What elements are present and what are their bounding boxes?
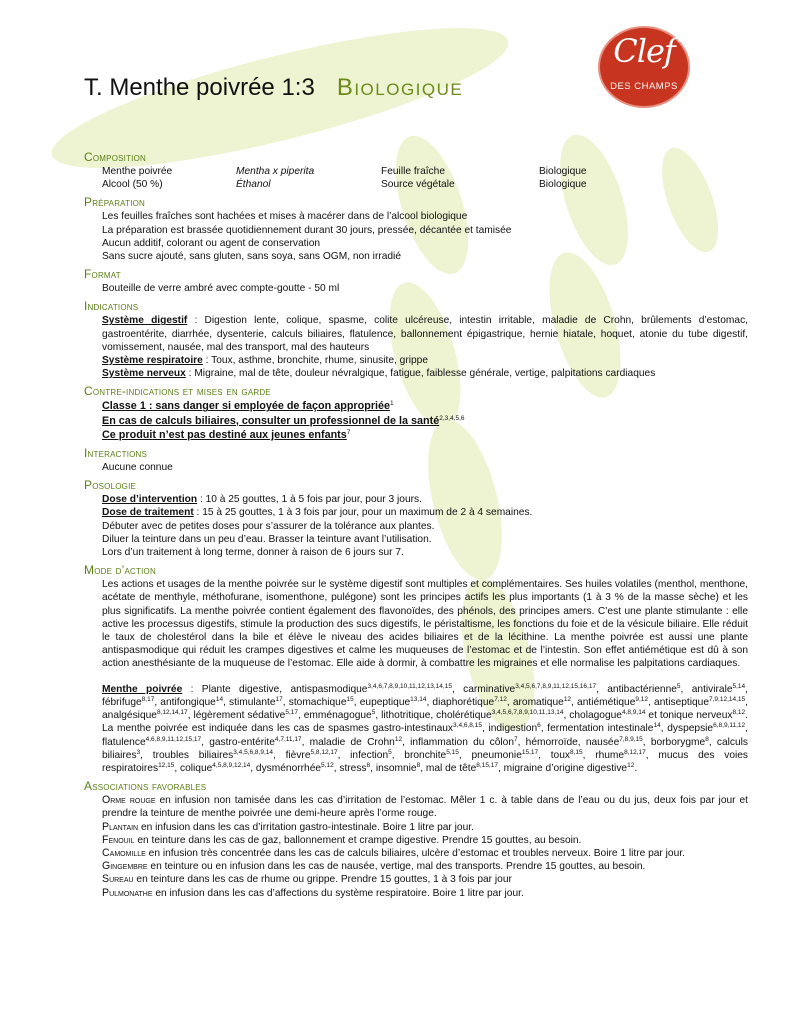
menthe-segment-text: , antivirale — [680, 683, 733, 695]
menthe-segment-text: , fermentation intestinale — [540, 723, 654, 735]
footnote-ref: 12 — [627, 761, 635, 769]
footnote-ref: 3,4,6,7,8,9,10,11,12,13,14,15 — [367, 682, 452, 690]
footnote-ref: 8,12,17 — [624, 748, 646, 756]
heading-contra-indications: Contre-indications et mises en garde — [84, 384, 271, 399]
menthe-segment-text: , pneumonie — [458, 749, 522, 761]
association-item — [102, 860, 748, 873]
menthe-segment-text: : Plante digestive, antispasmodique — [182, 683, 368, 695]
contra-item — [102, 428, 748, 442]
menthe-segment-text: , troubles biliaires — [140, 749, 234, 761]
footnote-ref: 3 — [136, 748, 141, 756]
footnote-ref: 5,12 — [321, 761, 334, 769]
composition-cell: Éthanol — [236, 179, 271, 191]
preparation-line: Aucun additif, colorant ou agent de conservation — [102, 237, 321, 249]
footnote-ref: 8 — [416, 761, 421, 769]
association-item — [102, 821, 748, 834]
menthe-label: Menthe poivrée — [102, 683, 183, 695]
preparation-line: Sans sucre ajouté, sans gluten, sans soya, sans OGM, non irradié — [102, 251, 401, 263]
indication-item — [102, 354, 748, 367]
menthe-segment-text: , cholagogue — [563, 710, 622, 722]
menthe-segment-text: , fébrifuge — [102, 683, 749, 708]
associations-list — [84, 794, 748, 900]
menthe-segment-text: , stimulante — [223, 696, 276, 708]
association-item — [102, 794, 748, 820]
menthe-segment-text: , insomnie — [370, 762, 417, 774]
association-plant: Camomille — [102, 846, 146, 859]
menthe-segment-text: , hémorroïde, nausée — [517, 736, 620, 748]
association-item — [102, 834, 748, 847]
footnote-ref: 9,12 — [635, 695, 649, 703]
association-text: en infusion dans les cas d’affections du système respiratoire. Boire 1 litre par jour. — [152, 887, 524, 899]
footnote-ref: 8,12,14,17 — [156, 709, 188, 717]
menthe-segment-text: , toux — [538, 749, 570, 761]
association-item — [102, 887, 748, 900]
heading-composition: Composition — [84, 150, 146, 164]
menthe-segment-text: , dyspepsie — [660, 723, 714, 735]
association-plant: Fenouil — [102, 833, 135, 846]
footnote-ref: 8,15,17 — [476, 761, 498, 769]
footnote-ref: 2,3,4,5,6 — [439, 414, 465, 422]
menthe-segment-text: , lithotritique, cholérétique — [375, 710, 492, 722]
contra-text: Classe 1 : sans danger si employée de façon appropriée — [102, 400, 391, 413]
indication-label: Système digestif — [102, 315, 188, 327]
menthe-segment-text: , migraine d’origine digestive — [497, 762, 628, 774]
footnote-ref: 3,4,5,6,7,8,9,10,11,13,14 — [491, 709, 564, 717]
logo-brand-text: Clef — [613, 32, 675, 70]
interactions-text: Aucune connue — [102, 462, 173, 474]
indication-item — [102, 314, 748, 354]
menthe-segment-text: . — [634, 762, 638, 774]
footnote-ref: 12,15 — [158, 761, 175, 769]
contra-item — [102, 414, 748, 428]
footnote-ref: 12 — [563, 695, 572, 703]
footnote-ref: 8,17 — [141, 695, 155, 703]
menthe-segment-text: , dysménorrhée — [250, 762, 322, 774]
posologie-item — [102, 506, 748, 519]
indication-text: : Migraine, mal de tête, douleur névralgique, fatigue, faiblesse générale, vertige, palpitations cardiaques — [185, 368, 656, 380]
menthe-segment-text: , aromatique — [506, 696, 564, 708]
posologie-text: : 10 à 25 gouttes, 1 à 5 fois par jour, pour 3 jours. — [197, 494, 422, 506]
menthe-segment-text: et tonique nerveux — [645, 710, 733, 722]
association-plant: Pulmonathe — [102, 886, 153, 899]
association-text: en teinture dans les cas de gaz, ballonnement et crampe digestive. Prendre 15 gouttes, au besoin. — [134, 834, 582, 846]
menthe-segment-text: , borborygme — [642, 736, 706, 748]
footnote-ref: 8,12 — [732, 709, 746, 717]
footnote-ref: 17 — [275, 695, 283, 703]
mode-action-paragraph: Les actions et usages de la menthe poivrée sur le système digestif sont multiples et complémentaires. Ses huiles volatiles (menthol, menthone, acétate de menthyle, méthofurane, isomenthone, pulégone) sont les principes actifs les plus importants (1 à 3 % de la masse sèche) et les plus significatifs. La menthe poivrée contient également des flavonoïdes, des phénols, des principes amers. C’est une plante stimulante : elle active les processus digestifs, stimule la production des sucs digestifs, le péristaltisme, les fonctions du foie et de la vésicule biliaire. Elle réduit le taux de cholestérol dans la bile et élève le niveau des acides biliaires et de la lécithine. La menthe poivrée est aussi une plante antispasmodique qui réduit les crampes digestives et calme les muqueuses de l’estomac et de l’intestin. Son effet antiémétique est dû à son action anesthésiante de la muqueuse de l’estomac. Elle aide à dormir, à combattre les migraines et elle normalise les palpitations cardiaques. — [102, 579, 748, 670]
document-body — [84, 150, 748, 900]
footnote-ref: 6,8,9,11,12 — [713, 722, 746, 730]
composition-cell: Feuille fraîche — [381, 166, 445, 177]
brand-logo — [598, 26, 690, 108]
contra-text: Ce produit n’est pas destiné aux jeunes enfants — [102, 428, 347, 441]
menthe-segment-text: , gastro-entérite — [201, 736, 275, 748]
footnote-ref: 8 — [705, 735, 709, 743]
menthe-segment-text: , rhume — [582, 749, 625, 761]
association-plant: Orme rouge — [102, 794, 156, 807]
footnote-ref: 4,5,8,9,12,14 — [212, 761, 251, 769]
posologie-line: Lors d’un traitement à long terme, donner à raison de 6 jours sur 7. — [102, 547, 404, 559]
footnote-ref: 8,15 — [569, 748, 583, 756]
menthe-segment-text: , eupeptique — [353, 696, 411, 708]
footnote-ref: 15 — [346, 695, 354, 703]
menthe-segment-text: , colique — [174, 762, 213, 774]
composition-row — [102, 165, 748, 178]
posologie-line: Débuter avec de petites doses pour s’assurer de la tolérance aux plantes. — [102, 520, 435, 532]
menthe-properties — [102, 683, 748, 775]
footnote-ref: 7,8,9,15 — [619, 735, 643, 743]
indication-text: : Digestion lente, colique, spasme, colite ulcéreuse, intestin irritable, maladie de Crohn, brûlements d’estomac, gastroentérite, diarrhée, dysenterie, calculs biliaires, flatulence, ballonnement épigastrique, hernie hiatale, hoquet, atonie du tube digestif, vomissement, nausée, mal des transport, mal des hauteurs — [102, 315, 748, 353]
composition-cell: Biologique — [539, 166, 587, 177]
association-text: en infusion dans les cas d’irritation gastro-intestinale. Boire 1 litre par jour. — [138, 821, 474, 833]
menthe-segment-text: , emménagogue — [297, 710, 372, 722]
heading-format: Format — [84, 267, 121, 282]
menthe-segment-text: , antifongique — [154, 696, 216, 708]
footnote-ref: 5 — [676, 682, 681, 690]
footnote-ref: 4,8,9,14 — [621, 709, 646, 717]
footnote-ref: 3,4,5,6,8,9,14 — [233, 748, 274, 756]
footnote-ref: 3,4,5,6,7,8,9,11,12,15,16,17 — [515, 682, 597, 690]
footnote-ref: 4,7,11,17 — [274, 735, 302, 743]
contra-item — [102, 399, 748, 413]
footnote-ref: 14 — [653, 722, 661, 730]
footnote-ref: 5,8,12,17 — [310, 748, 338, 756]
indication-item — [102, 367, 748, 380]
menthe-segment-text: , mucus des voies respiratoires — [102, 749, 749, 774]
association-plant: Plantain — [102, 820, 139, 833]
posologie-item — [102, 493, 748, 506]
footnote-ref: 5,17 — [285, 709, 298, 717]
posologie-line: Diluer la teinture dans un peu d’eau. Brasser la teinture avant l’utilisation. — [102, 533, 432, 545]
composition-cell: Alcool (50 %) — [102, 179, 163, 191]
footnote-ref: 3,4,6,8,15 — [453, 722, 482, 730]
footnote-ref: 5,15 — [446, 748, 459, 756]
footnote-ref: 5 — [371, 709, 376, 717]
menthe-segments — [102, 684, 748, 774]
association-plant: Gingembre — [102, 860, 148, 873]
composition-table — [84, 165, 748, 191]
preparation-line: Les feuilles fraîches sont hachées et mises à macérer dans de l’alcool biologique — [102, 211, 468, 223]
indication-text: : Toux, asthme, bronchite, rhume, sinusite, grippe — [202, 355, 428, 367]
footnote-ref: 12 — [394, 735, 403, 743]
posologie-text: : 15 à 25 gouttes, 1 à 3 fois par jour, pour un maximum de 2 à 4 semaines. — [193, 507, 533, 519]
menthe-segment-text: , stomachique — [282, 696, 347, 708]
menthe-segment-text: , antiseptique — [648, 696, 709, 708]
heading-interactions: Interactions — [84, 446, 148, 461]
menthe-segment-text: , bronchite — [391, 749, 447, 761]
footnote-ref: 4,6,8,9,11,12,15,17 — [145, 735, 202, 743]
menthe-segment-text: , stress — [333, 762, 367, 774]
contra-text: En cas de calculs biliaires, consulter un professionnel de la santé — [102, 414, 440, 427]
posologie-label: Dose de traitement — [102, 507, 194, 519]
menthe-segment-text: , maladie de Crohn — [301, 736, 395, 748]
posologie-label: Dose d’intervention — [102, 494, 198, 506]
footnote-ref: 13,14 — [410, 695, 427, 703]
footnote-ref: 7,9,12,14,15 — [709, 695, 746, 703]
footnote-ref: 7 — [346, 428, 351, 436]
footnote-ref: 15,17 — [521, 748, 539, 756]
association-text: en infusion non tamisée dans les cas d’irritation de l’estomac. Mêler 1 c. à table dans de l’eau ou du jus, deux fois par jour et prendre la teinture de menthe poivrée une demi-heure après l’orme rouge. — [102, 795, 748, 820]
menthe-segment-text: . La menthe poivrée est indiquée dans les cas de spasmes gastro-intestinaux — [102, 710, 748, 735]
menthe-segment-text: , indigestion — [481, 723, 538, 735]
menthe-segment-text: , infection — [337, 749, 389, 761]
heading-posologie: Posologie — [84, 478, 137, 493]
menthe-segment-text: , antibactérienne — [596, 683, 677, 695]
heading-associations: Associations favorables — [84, 779, 207, 794]
title-main: T. Menthe poivrée 1:3 — [84, 74, 315, 101]
composition-cell: Menthe poivrée — [102, 166, 173, 177]
menthe-segment-text: , diaphorétique — [426, 696, 495, 708]
association-item — [102, 847, 748, 860]
footnote-ref: 14 — [215, 695, 224, 703]
heading-preparation: Préparation — [84, 195, 146, 210]
footnote-ref: 7 — [514, 735, 518, 743]
preparation-line: La préparation est brassée quotidiennement durant 30 jours, pressée, décantée et tamisée — [102, 224, 512, 236]
association-text: en teinture dans les cas de rhume ou grippe. Prendre 15 gouttes, 1 à 3 fois par jour — [133, 874, 512, 886]
menthe-segment-text: , analgésique — [102, 696, 748, 722]
association-plant: Sureau — [102, 873, 134, 886]
heading-mode-action: Mode d’action — [84, 563, 156, 578]
footnote-ref: 1 — [390, 400, 394, 408]
composition-row — [102, 178, 748, 191]
indication-label: Système nerveux — [102, 368, 186, 380]
footnote-ref: 7,12 — [494, 695, 507, 703]
menthe-segment-text: , inflammation du côlon — [402, 736, 514, 748]
footnote-ref: 5 — [388, 748, 392, 756]
footnote-ref: 8 — [366, 761, 371, 769]
composition-cell: Mentha x piperita — [236, 166, 315, 177]
association-text: en teinture ou en infusion dans les cas de nausée, vertige, mal des transports. Prendre 15 gouttes, au besoin. — [147, 861, 646, 873]
association-text: en infusion très concentrée dans les cas de calculs biliaires, ulcère d’estomac et troubles nerveux. Boire 1 litre par jour. — [145, 847, 685, 859]
menthe-segment-text: , flatulence — [102, 723, 748, 748]
title-sub: Biologique — [336, 74, 464, 101]
menthe-segment-text: , fièvre — [273, 749, 311, 761]
format-text: Bouteille de verre ambré avec compte-goutte - 50 ml — [102, 283, 340, 295]
composition-cell: Source végétale — [381, 179, 455, 191]
menthe-segment-text: , carminative — [451, 683, 516, 695]
indication-label: Système respiratoire — [102, 355, 203, 367]
menthe-segment-text: , légèrement sédative — [187, 710, 286, 722]
association-item — [102, 873, 748, 886]
heading-indications: Indications — [84, 299, 139, 314]
composition-cell: Biologique — [539, 179, 587, 191]
logo-tagline: DES CHAMPS — [610, 81, 678, 92]
footnote-ref: 6 — [537, 722, 541, 730]
footnote-ref: 5,14 — [732, 682, 746, 690]
page-title — [84, 74, 463, 102]
menthe-segment-text: , mal de tête — [420, 762, 477, 774]
menthe-segment-text: , calculs biliaires — [102, 736, 749, 761]
menthe-segment-text: , antiémétique — [571, 696, 636, 708]
